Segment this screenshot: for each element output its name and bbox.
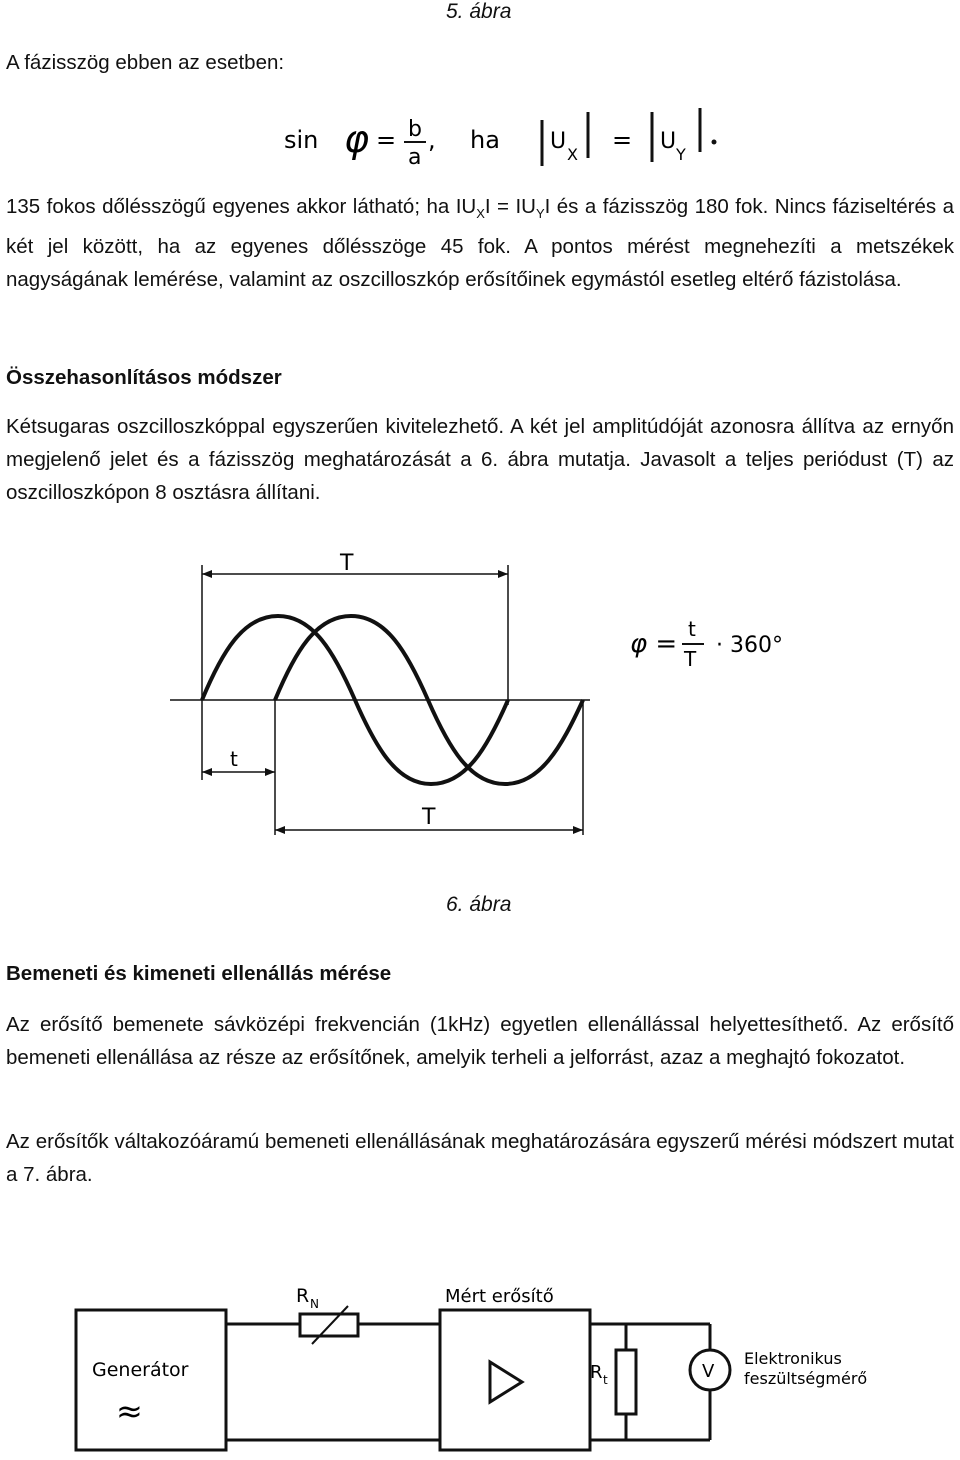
generator-ac-symbol: ≈ [116,1392,143,1430]
paragraph-1 [6,190,954,296]
fig6-formula-tail: · 360° [716,633,783,658]
figure-6-svg [160,540,810,840]
rt-resistor [616,1350,636,1414]
figure-7-svg [60,1270,940,1455]
formula-phi-glyph: φ [344,117,370,161]
figure-6-waveforms [160,540,810,840]
sine-formula-graphic [280,100,750,170]
fig6-formula-phi: φ = [630,629,678,659]
fig6-arrowhead [202,570,212,578]
fig6-arrowhead [275,826,285,834]
para1-sub-x: X [476,206,485,222]
figure-6-caption: 6. ábra [446,893,512,916]
generator-label: Generátor [92,1359,189,1381]
fig6-label-T-top: T [340,551,354,576]
fig6-arrowhead [573,826,583,834]
rn-label: R [296,1285,310,1307]
rt-label: R [590,1362,603,1383]
para1-part-1: 135 fokos dőlésszögű egyenes akkor látható; ha IU [6,195,477,218]
formula-ha: ha [470,126,500,154]
formula-comma: , [428,126,436,154]
amp-label: Mért erősítő [445,1286,554,1307]
fig6-arrowhead [265,768,275,776]
meter-label-line2: feszültségmérő [744,1369,868,1388]
formula-ux: U [550,129,567,154]
paragraph-2: Kétsugaras oszcilloszkóppal egyszerűen kivitelezhető. A két jel amplitúdóját azonosra állítva az ernyőn megjelenő jelet és a fázisszög meghatározását a 6. ábra mutatja. Javasolt a teljes periódust (T) az oszcilloszkópon 8 osztásra állítani. [6,415,954,504]
sine-formula [280,100,750,170]
fig6-label-t: t [230,747,238,771]
formula-uy: U [660,129,677,154]
para1-part-3: I és a fázisszög 180 fok. Nincs [544,195,827,218]
fig6-arrowhead [498,570,508,578]
formula-sin: sin [284,126,319,154]
meter-label-line1: Elektronikus [744,1349,842,1368]
formula-ux-sub: X [567,145,578,164]
paragraph-3: Az erősítő bemenete sávközépi frekvencián (1kHz) egyetlen ellenállással helyettesíthető. Az erősítő bemeneti ellenállása az része az erősítőnek, amelyik terheli a jelforrást, azaz a meghajtó fokozatot. [6,1013,954,1069]
voltmeter-label: V [702,1361,715,1382]
figure-5-caption: 5. ábra [446,0,512,23]
formula-equals-2: = [612,126,633,154]
amplifier-triangle-icon [490,1362,522,1402]
fig6-formula-den: T [684,647,697,671]
phase-intro-text: A fázisszög ebben az esetben: [6,51,285,74]
rn-sub: N [310,1297,319,1311]
paragraph-4: Az erősítők váltakozóáramú bemeneti ellenállásának meghatározására egyszerű mérési módszert mutat a 7. ábra. [6,1130,954,1186]
rt-sub: t [603,1373,608,1387]
formula-period [712,140,717,145]
para1-part-2: I = IU [484,195,536,218]
formula-uy-sub: Y [676,145,686,164]
section-heading-comparison: Összehasonlításos módszer [6,366,282,389]
section-heading-resistance: Bemeneti és kimeneti ellenállás mérése [6,962,392,985]
formula-equals-1: = [376,126,397,154]
amplifier-box [440,1310,590,1450]
formula-denominator: a [408,145,422,170]
fig6-label-T-bottom: T [422,805,436,830]
formula-numerator: b [408,117,422,142]
figure-7-circuit [60,1270,940,1455]
rn-variable-arrow [312,1306,348,1344]
para1-rest: fáziseltérés a két jel között, ha az egyenes dőlésszöge 45 fok. A pontos mérést megnehezíti a metszékek nagyságának lemérése, valamint az oszcilloszkóp erősítőinek egymástól esetleg eltérő fázistolása. [6,195,954,292]
fig6-formula-num: t [688,617,696,641]
para1-sub-y: Y [535,206,545,222]
fig6-arrowhead [202,768,212,776]
